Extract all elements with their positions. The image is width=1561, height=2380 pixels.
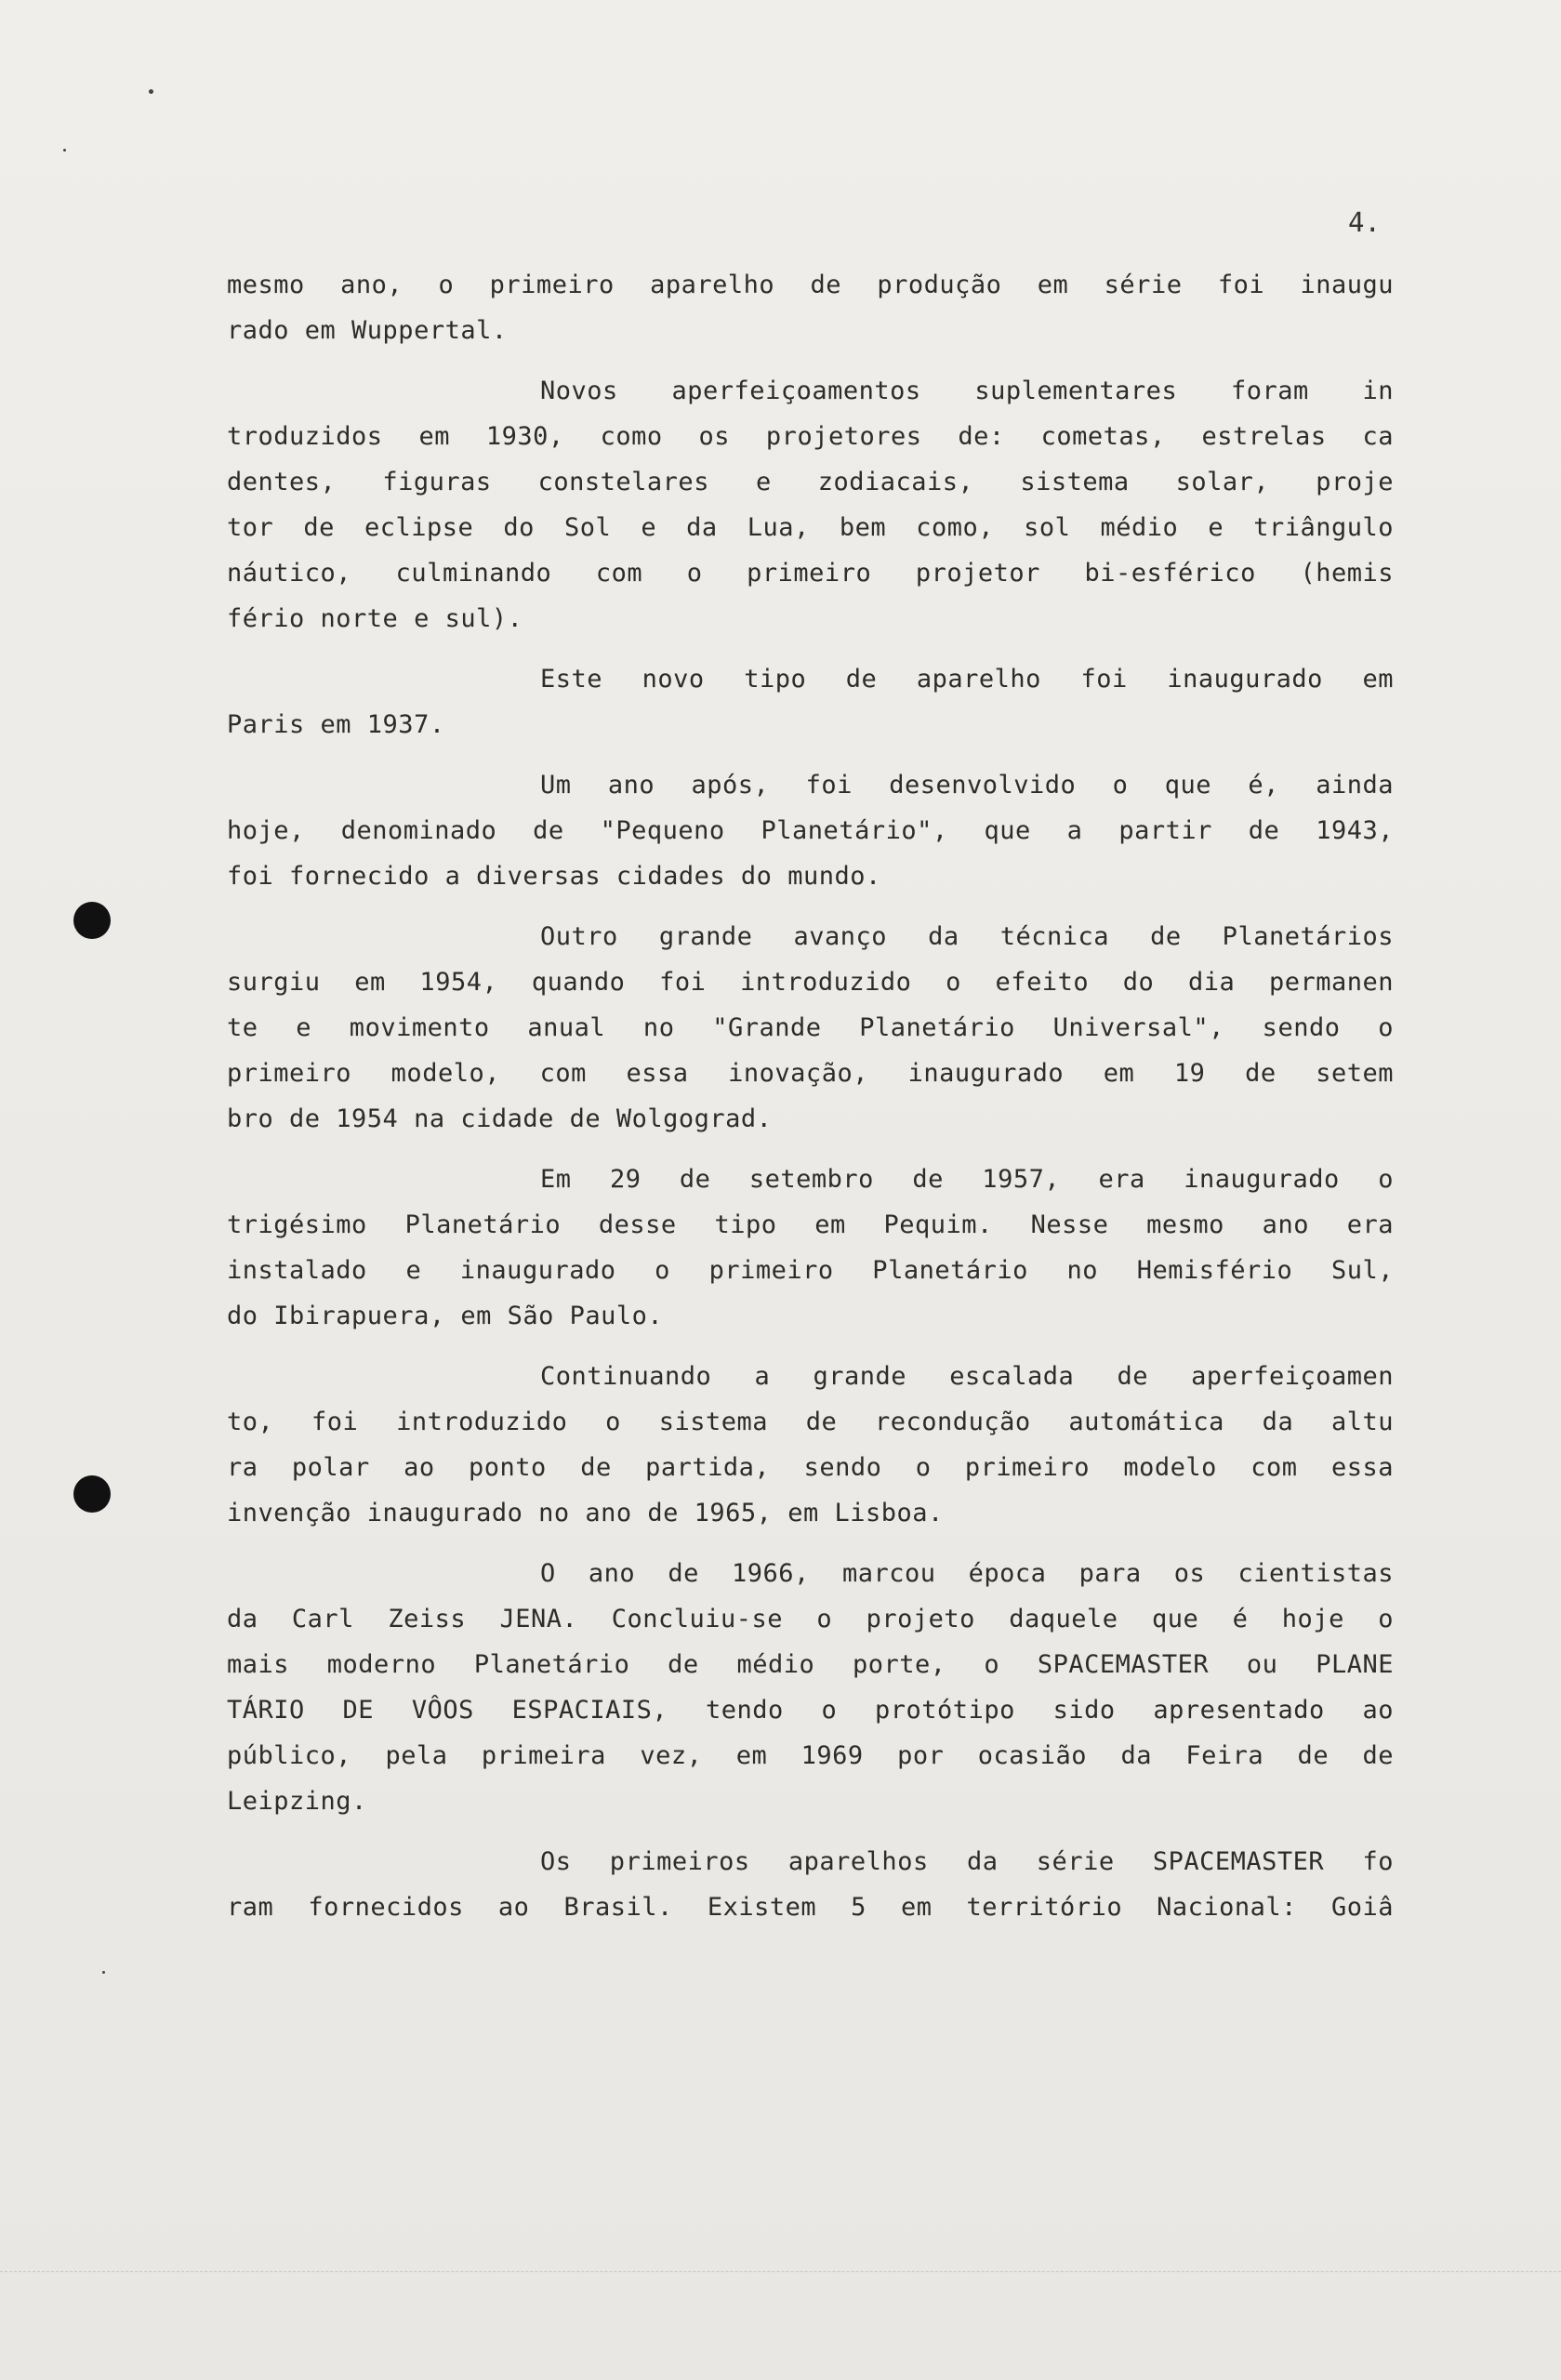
punch-hole-bottom: [73, 1475, 111, 1513]
text-line: do Ibirapuera, em São Paulo.: [227, 1302, 664, 1330]
page-number: 4.: [1348, 206, 1381, 238]
text-line: Este novo tipo de aparelho foi inaugurado em: [540, 665, 1394, 694]
text-line: trigésimo Planetário desse tipo em Pequim. Nesse mesmo ano era: [227, 1210, 1394, 1239]
text-line: náutico, culminando com o primeiro projetor bi-esférico (hemis: [227, 559, 1394, 588]
text-line: fério norte e sul).: [227, 604, 523, 633]
text-line: dentes, figuras constelares e zodiacais, sistema solar, proje: [227, 468, 1394, 496]
text-line: bro de 1954 na cidade de Wolgograd.: [227, 1104, 773, 1133]
paragraph-4: [227, 762, 1394, 899]
paper-speck: [149, 89, 153, 94]
text-line: hoje, denominado de "Pequeno Planetário", que a partir de 1943,: [227, 816, 1394, 845]
text-line: O ano de 1966, marcou época para os cientistas: [540, 1559, 1394, 1588]
text-line: Continuando a grande escalada de aperfeiçoamen: [540, 1362, 1394, 1391]
text-line: Outro grande avanço da técnica de Planetários: [540, 922, 1394, 951]
text-line: mesmo ano, o primeiro aparelho de produção em série foi inaugu: [227, 271, 1394, 299]
text-line: da Carl Zeiss JENA. Concluiu-se o projeto daquele que é hoje o: [227, 1605, 1394, 1633]
paragraph-8: [227, 1551, 1394, 1824]
body-text: [227, 262, 1394, 1945]
paragraph-5: [227, 914, 1394, 1142]
paragraph-2: [227, 368, 1394, 641]
text-line: troduzidos em 1930, como os projetores de: cometas, estrelas ca: [227, 422, 1394, 451]
text-line: TÁRIO DE VÔOS ESPACIAIS, tendo o protótipo sido apresentado ao: [227, 1696, 1394, 1725]
text-line: foi fornecido a diversas cidades do mundo.: [227, 862, 881, 891]
paragraph-9: [227, 1839, 1394, 1930]
text-line: ram fornecidos ao Brasil. Existem 5 em território Nacional: Goiâ: [227, 1893, 1394, 1922]
text-line: público, pela primeira vez, em 1969 por ocasião da Feira de de: [227, 1741, 1394, 1770]
text-line: invenção inaugurado no ano de 1965, em Lisboa.: [227, 1499, 944, 1527]
text-line: Um ano após, foi desenvolvido o que é, ainda: [540, 771, 1394, 800]
paper-speck: [102, 1971, 105, 1974]
text-line: rado em Wuppertal.: [227, 316, 508, 345]
paragraph-6: [227, 1157, 1394, 1339]
paragraph-1: [227, 262, 1394, 353]
text-line: Os primeiros aparelhos da série SPACEMASTER fo: [540, 1847, 1394, 1876]
text-line: Novos aperfeiçoamentos suplementares foram in: [540, 377, 1394, 405]
paragraph-3: [227, 656, 1394, 747]
paper-speck: [63, 149, 66, 152]
punch-hole-top: [73, 902, 111, 939]
page-fold-line: [0, 2271, 1561, 2272]
text-line: ra polar ao ponto de partida, sendo o primeiro modelo com essa: [227, 1453, 1394, 1482]
text-line: Em 29 de setembro de 1957, era inaugurado o: [540, 1165, 1394, 1194]
text-line: to, foi introduzido o sistema de recondução automática da altu: [227, 1408, 1394, 1436]
text-line: te e movimento anual no "Grande Planetário Universal", sendo o: [227, 1013, 1394, 1042]
text-line: Paris em 1937.: [227, 710, 445, 739]
text-line: mais moderno Planetário de médio porte, o SPACEMASTER ou PLANE: [227, 1650, 1394, 1679]
text-line: tor de eclipse do Sol e da Lua, bem como, sol médio e triângulo: [227, 513, 1394, 542]
text-line: Leipzing.: [227, 1787, 367, 1816]
paragraph-7: [227, 1354, 1394, 1536]
text-line: instalado e inaugurado o primeiro Planetário no Hemisfério Sul,: [227, 1256, 1394, 1285]
text-line: surgiu em 1954, quando foi introduzido o efeito do dia permanen: [227, 968, 1394, 997]
text-line: primeiro modelo, com essa inovação, inaugurado em 19 de setem: [227, 1059, 1394, 1088]
